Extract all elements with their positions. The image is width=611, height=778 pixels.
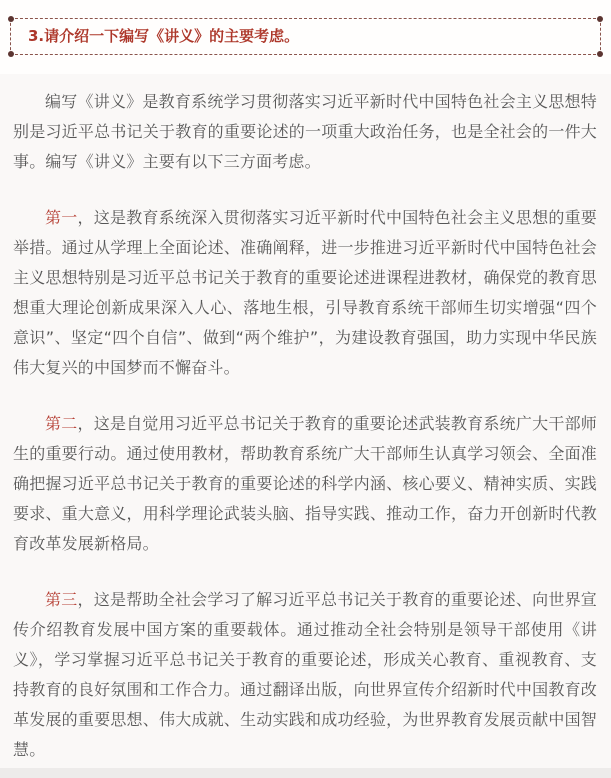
corner-dot-bottom-right	[597, 51, 603, 57]
paragraph-text: 编写《讲义》是教育系统学习贯彻落实习近平新时代中国特色社会主义思想特别是习近平总书记关于教育的重要论述的一项重大政治任务，也是全社会的一件大事。编写《讲义》主要有以下三方面考虑。	[13, 92, 597, 171]
paragraph-lead: 第二	[45, 414, 78, 433]
bottom-divider-strip	[0, 768, 611, 778]
paragraph-text: ，这是教育系统深入贯彻落实习近平新时代中国特色社会主义思想的重要举措。通过从学理上全面论述、准确阐释，进一步推进习近平新时代中国特色社会主义思想特别是习近平总书记关于教育的重要论述进课程进教材，确保党的教育思想重大理论创新成果深入人心、落地生根，引导教育系统干部师生切实增强“四个意识”、坚定“四个自信”、做到“两个维护”，为建设教育强国，助力实现中华民族伟大复兴的中国梦而不懈奋斗。	[13, 208, 598, 377]
corner-dot-top-right	[597, 16, 603, 22]
corner-dot-bottom-left	[8, 51, 14, 57]
paragraph-lead: 第一	[45, 208, 78, 227]
question-header-section	[0, 0, 611, 55]
question-box	[10, 18, 601, 55]
paragraph-lead: 第三	[45, 590, 78, 609]
article-body	[0, 74, 611, 770]
paragraph-text: ，这是帮助全社会学习了解习近平总书记关于教育的重要论述、向世界宣传介绍教育发展中国方案的重要载体。通过推动全社会特别是领导干部使用《讲义》，学习掌握习近平总书记关于教育的重要论述，形成关心教育、重视教育、支持教育的良好氛围和工作合力。通过翻译出版，向世界宣传介绍新时代中国教育改革发展的重要思想、伟大成就、生动实践和成功经验，为世界教育发展贡献中国智慧。	[13, 590, 598, 759]
paragraph-intro	[13, 87, 597, 177]
corner-dot-top-left	[8, 16, 14, 22]
paragraph-third-point	[13, 585, 597, 765]
paragraph-first-point	[13, 203, 597, 383]
question-title: 3.请介绍一下编写《讲义》的主要考虑。	[28, 27, 300, 45]
paragraph-text: ，这是自觉用习近平总书记关于教育的重要论述武装教育系统广大干部师生的重要行动。通过使用教材，帮助教育系统广大干部师生认真学习领会、全面准确把握习近平总书记关于教育的重要论述的科学内涵、核心要义、精神实质、实践要求、重大意义，用科学理论武装头脑、指导实践、推动工作，奋力开创新时代教育改革发展新格局。	[13, 414, 598, 553]
paragraph-second-point	[13, 409, 597, 559]
